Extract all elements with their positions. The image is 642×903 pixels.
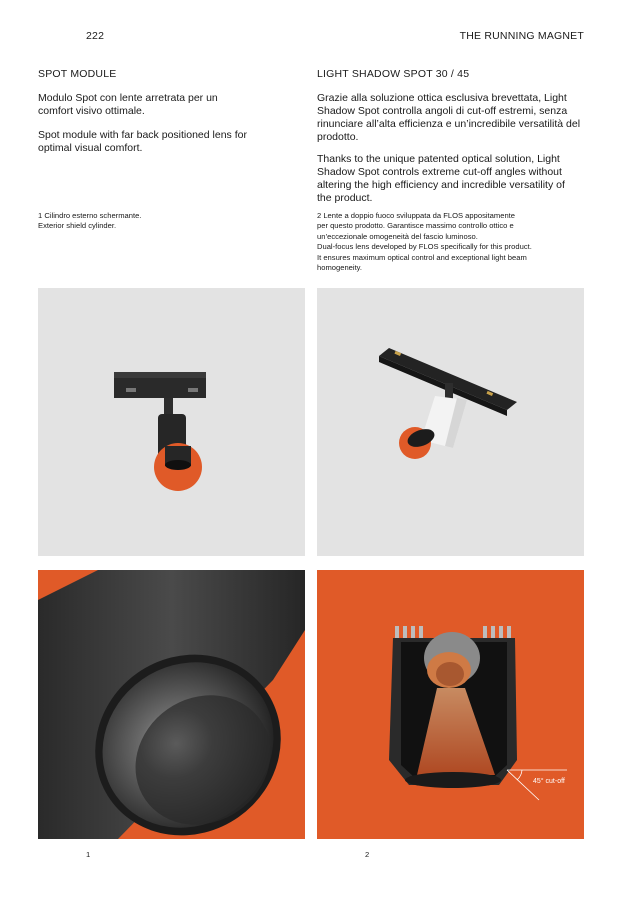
right-title: LIGHT SHADOW SPOT 30 / 45 xyxy=(317,68,470,80)
right-caption: 2 Lente a doppio fuoco sviluppata da FLOS appositamente per questo prodotto. Garantisce massimo controllo ottico e un’eccezionale omogeneità del fascio luminoso. Dual-focus lens developed by FLOS specifically for this product. It ensures maximum optical control and exceptional light beam homogeneity. xyxy=(317,211,532,273)
spot-module-illustration xyxy=(38,288,305,556)
right-para-en: Thanks to the unique patented optical solution, Light Shadow Spot controls extreme cut-off angles without altering the high efficiency and incredible versatility of the product. xyxy=(317,153,565,204)
optical-section-illustration xyxy=(317,570,584,839)
cutoff-label: 45° cut-off xyxy=(533,778,565,785)
optical-section-image xyxy=(317,570,584,839)
right-para-it: Grazie alla soluzione ottica esclusiva brevettata, Light Shadow Spot controlla angoli di cut-off estremi, senza rinunciare all’alta efficienza e un’incredibile versatilità del prodotto. xyxy=(317,92,581,143)
exterior-cylinder-image xyxy=(38,570,305,839)
brand-header: THE RUNNING MAGNET xyxy=(459,30,584,42)
spot-module-image xyxy=(38,288,305,556)
left-para-en: Spot module with far back positioned lens for optimal visual comfort. xyxy=(38,129,247,154)
light-shadow-spot-image xyxy=(317,288,584,556)
light-shadow-spot-illustration xyxy=(317,288,584,556)
exterior-cylinder-illustration xyxy=(38,570,305,839)
image-index-2: 2 xyxy=(365,850,370,859)
left-para-it: Modulo Spot con lente arretrata per un comfort visivo ottimale. xyxy=(38,92,218,117)
left-caption: 1 Cilindro esterno schermante. Exterior shield cylinder. xyxy=(38,211,142,231)
page-number: 222 xyxy=(86,30,105,42)
image-index-1: 1 xyxy=(86,850,91,859)
left-title: SPOT MODULE xyxy=(38,68,117,80)
